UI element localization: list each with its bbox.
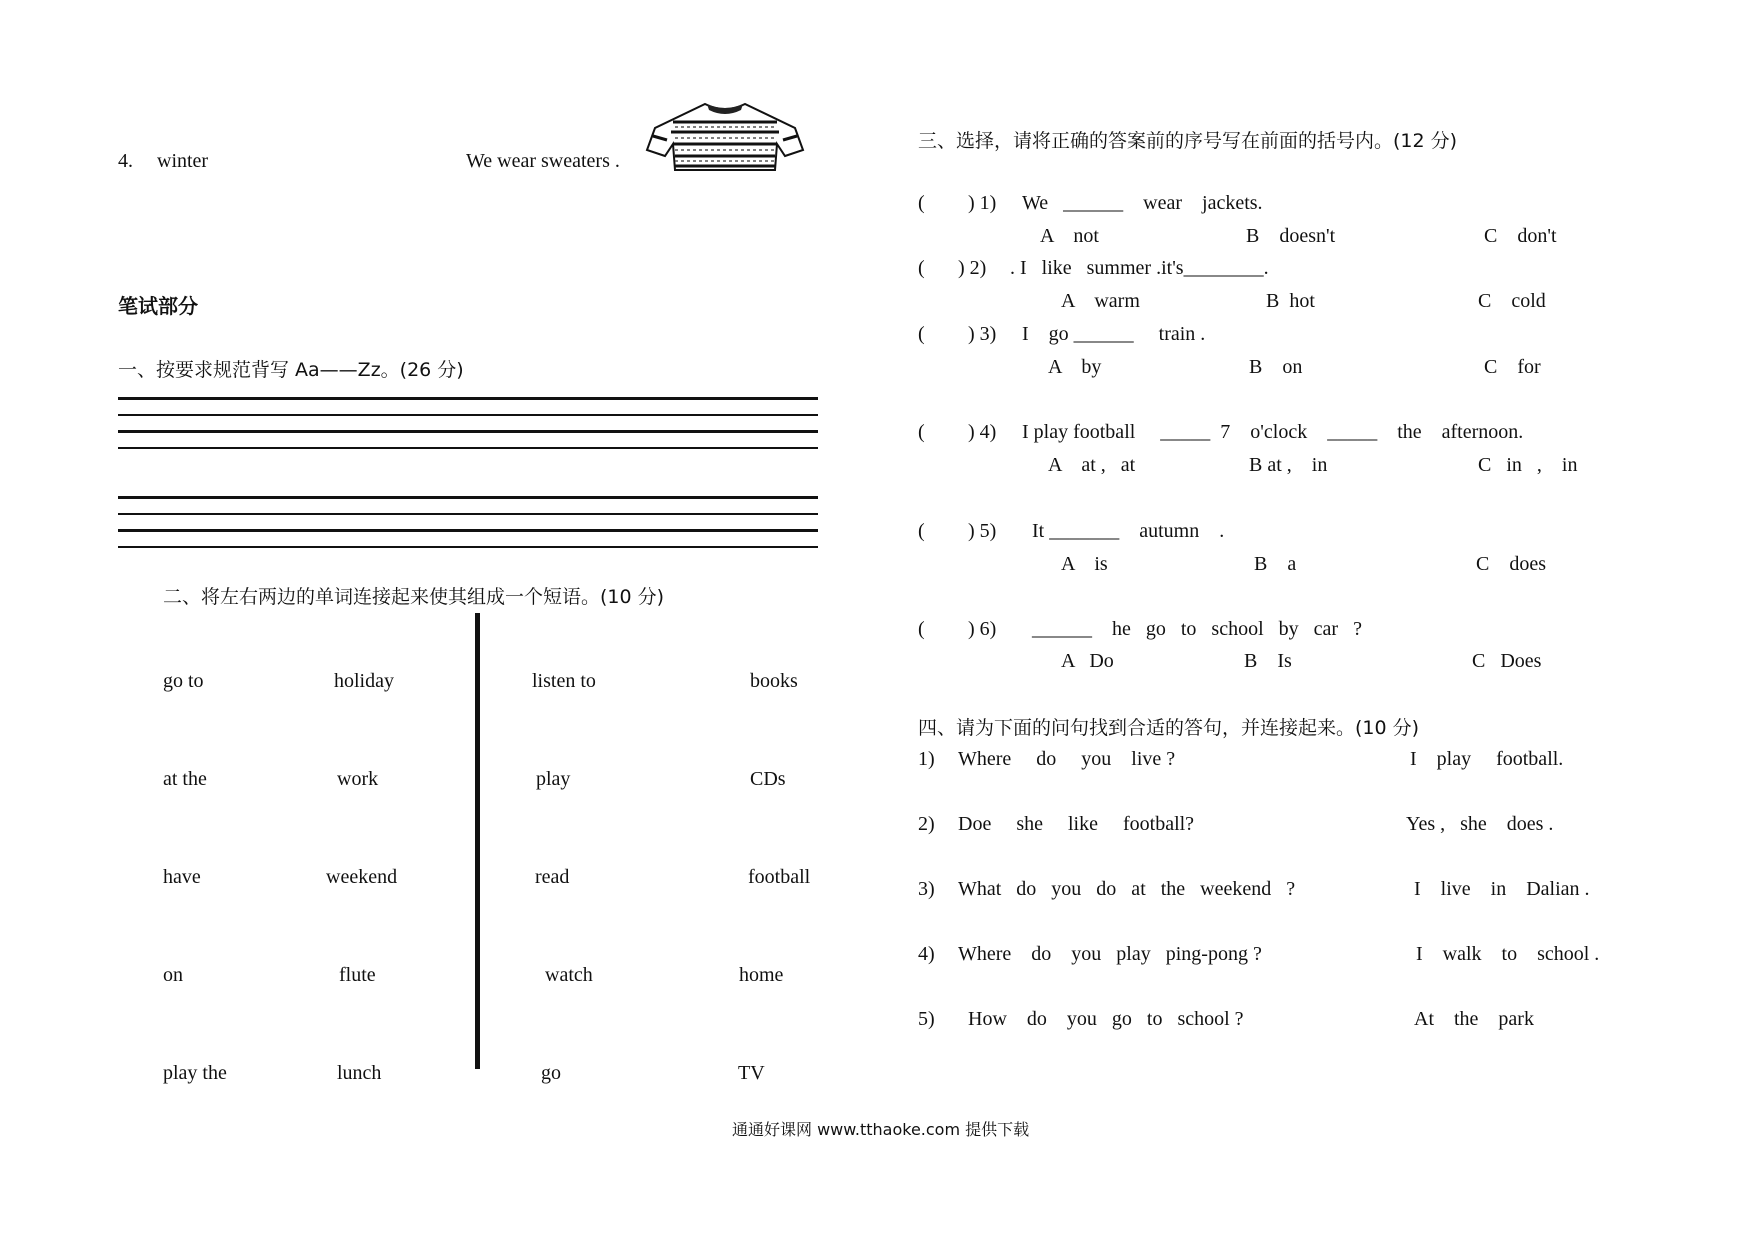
top-item-sentence: We wear sweaters . xyxy=(466,150,620,172)
match-right-word: books xyxy=(750,670,798,692)
question-stem: I go ______ train . xyxy=(1022,323,1206,345)
match-left-word: holiday xyxy=(334,670,394,692)
option-a: A not xyxy=(1040,225,1099,247)
section-2-title: 二、将左右两边的单词连接起来使其组成一个短语。(10 分) xyxy=(163,586,665,608)
match-left-word: work xyxy=(337,768,379,790)
match-right-phrase: play xyxy=(536,768,571,790)
match-right-phrase: listen to xyxy=(532,670,596,692)
top-item-number: 4. xyxy=(118,150,133,172)
match-left-phrase: at the xyxy=(163,768,207,790)
answer-bracket: ( xyxy=(918,323,925,345)
qa-answer: I live in Dalian . xyxy=(1414,878,1590,900)
question-number: ) 1) xyxy=(968,192,997,214)
option-c: C Does xyxy=(1472,650,1542,672)
qa-answer: I play football. xyxy=(1410,748,1564,770)
qa-number: 5) xyxy=(918,1008,935,1030)
question-stem: We ______ wear jackets. xyxy=(1022,192,1263,214)
qa-question: How do you go to school ? xyxy=(968,1008,1244,1030)
match-right-word: CDs xyxy=(750,768,786,790)
top-item-word: winter xyxy=(157,150,209,172)
match-left-word: weekend xyxy=(326,866,398,888)
match-right-phrase: go xyxy=(541,1062,561,1084)
option-b: B a xyxy=(1254,553,1297,575)
match-left-word: lunch xyxy=(337,1062,382,1084)
match-right-phrase: watch xyxy=(545,964,593,986)
answer-bracket: ( xyxy=(918,192,925,214)
match-left-phrase: have xyxy=(163,866,201,888)
sweater-icon xyxy=(645,100,805,172)
qa-number: 3) xyxy=(918,878,935,900)
option-b: B on xyxy=(1249,356,1303,378)
option-c: C for xyxy=(1484,356,1541,378)
question-stem: I play football _____ 7 o'clock _____ the afternoon. xyxy=(1022,421,1524,443)
section-4-title: 四、请为下面的问句找到合适的答句，并连接起来。(10 分) xyxy=(918,717,1420,739)
question-stem: ______ he go to school by car ? xyxy=(1032,618,1362,640)
writing-line xyxy=(118,496,818,499)
qa-answer: At the park xyxy=(1414,1008,1534,1030)
option-b: B Is xyxy=(1244,650,1292,672)
qa-question: Where do you live ? xyxy=(958,748,1176,770)
qa-question: What do you do at the weekend ? xyxy=(958,878,1296,900)
writing-line xyxy=(118,430,818,433)
section-3-title: 三、选择，请将正确的答案前的序号写在前面的括号内。(12 分) xyxy=(918,130,1458,152)
matching-divider xyxy=(475,613,480,1069)
option-b: B hot xyxy=(1266,290,1315,312)
answer-bracket: ( xyxy=(918,618,925,640)
question-stem: . I like summer .it's________. xyxy=(1010,257,1269,279)
qa-question: Where do you play ping-pong ? xyxy=(958,943,1262,965)
match-left-word: flute xyxy=(339,964,376,986)
option-a: A is xyxy=(1061,553,1108,575)
section-1-title: 一、按要求规范背写 Aa——Zz。(26 分) xyxy=(118,359,464,381)
writing-line xyxy=(118,447,818,449)
qa-answer: I walk to school . xyxy=(1416,943,1600,965)
written-section-title: 笔试部分 xyxy=(118,294,198,318)
question-number: ) 5) xyxy=(968,520,997,542)
match-left-phrase: play the xyxy=(163,1062,227,1084)
option-c: C don't xyxy=(1484,225,1557,247)
option-a: A by xyxy=(1048,356,1102,378)
option-a: A warm xyxy=(1061,290,1140,312)
question-number: ) 4) xyxy=(968,421,997,443)
qa-number: 1) xyxy=(918,748,935,770)
match-left-phrase: go to xyxy=(163,670,204,692)
match-right-word: home xyxy=(739,964,784,986)
question-number: ) 2) xyxy=(958,257,987,279)
option-a: A Do xyxy=(1061,650,1114,672)
writing-line xyxy=(118,397,818,400)
qa-question: Doe she like football? xyxy=(958,813,1195,835)
footer-source: 通通好课网 www.tthaoke.com 提供下载 xyxy=(732,1120,1030,1139)
option-c: C in , in xyxy=(1478,454,1578,476)
match-right-word: TV xyxy=(738,1062,765,1084)
writing-line xyxy=(118,414,818,416)
question-stem: It _______ autumn . xyxy=(1032,520,1225,542)
option-a: A at , at xyxy=(1048,454,1136,476)
qa-number: 2) xyxy=(918,813,935,835)
match-right-word: football xyxy=(748,866,811,888)
option-c: C cold xyxy=(1478,290,1546,312)
match-right-phrase: read xyxy=(535,866,570,888)
option-b: B doesn't xyxy=(1246,225,1336,247)
qa-answer: Yes , she does . xyxy=(1406,813,1554,835)
answer-bracket: ( xyxy=(918,520,925,542)
writing-line xyxy=(118,513,818,515)
option-c: C does xyxy=(1476,553,1546,575)
question-number: ) 6) xyxy=(968,618,997,640)
answer-bracket: ( xyxy=(918,257,925,279)
qa-number: 4) xyxy=(918,943,935,965)
writing-line xyxy=(118,546,818,548)
writing-line xyxy=(118,529,818,532)
answer-bracket: ( xyxy=(918,421,925,443)
question-number: ) 3) xyxy=(968,323,997,345)
match-left-phrase: on xyxy=(163,964,183,986)
option-b: B at , in xyxy=(1249,454,1328,476)
